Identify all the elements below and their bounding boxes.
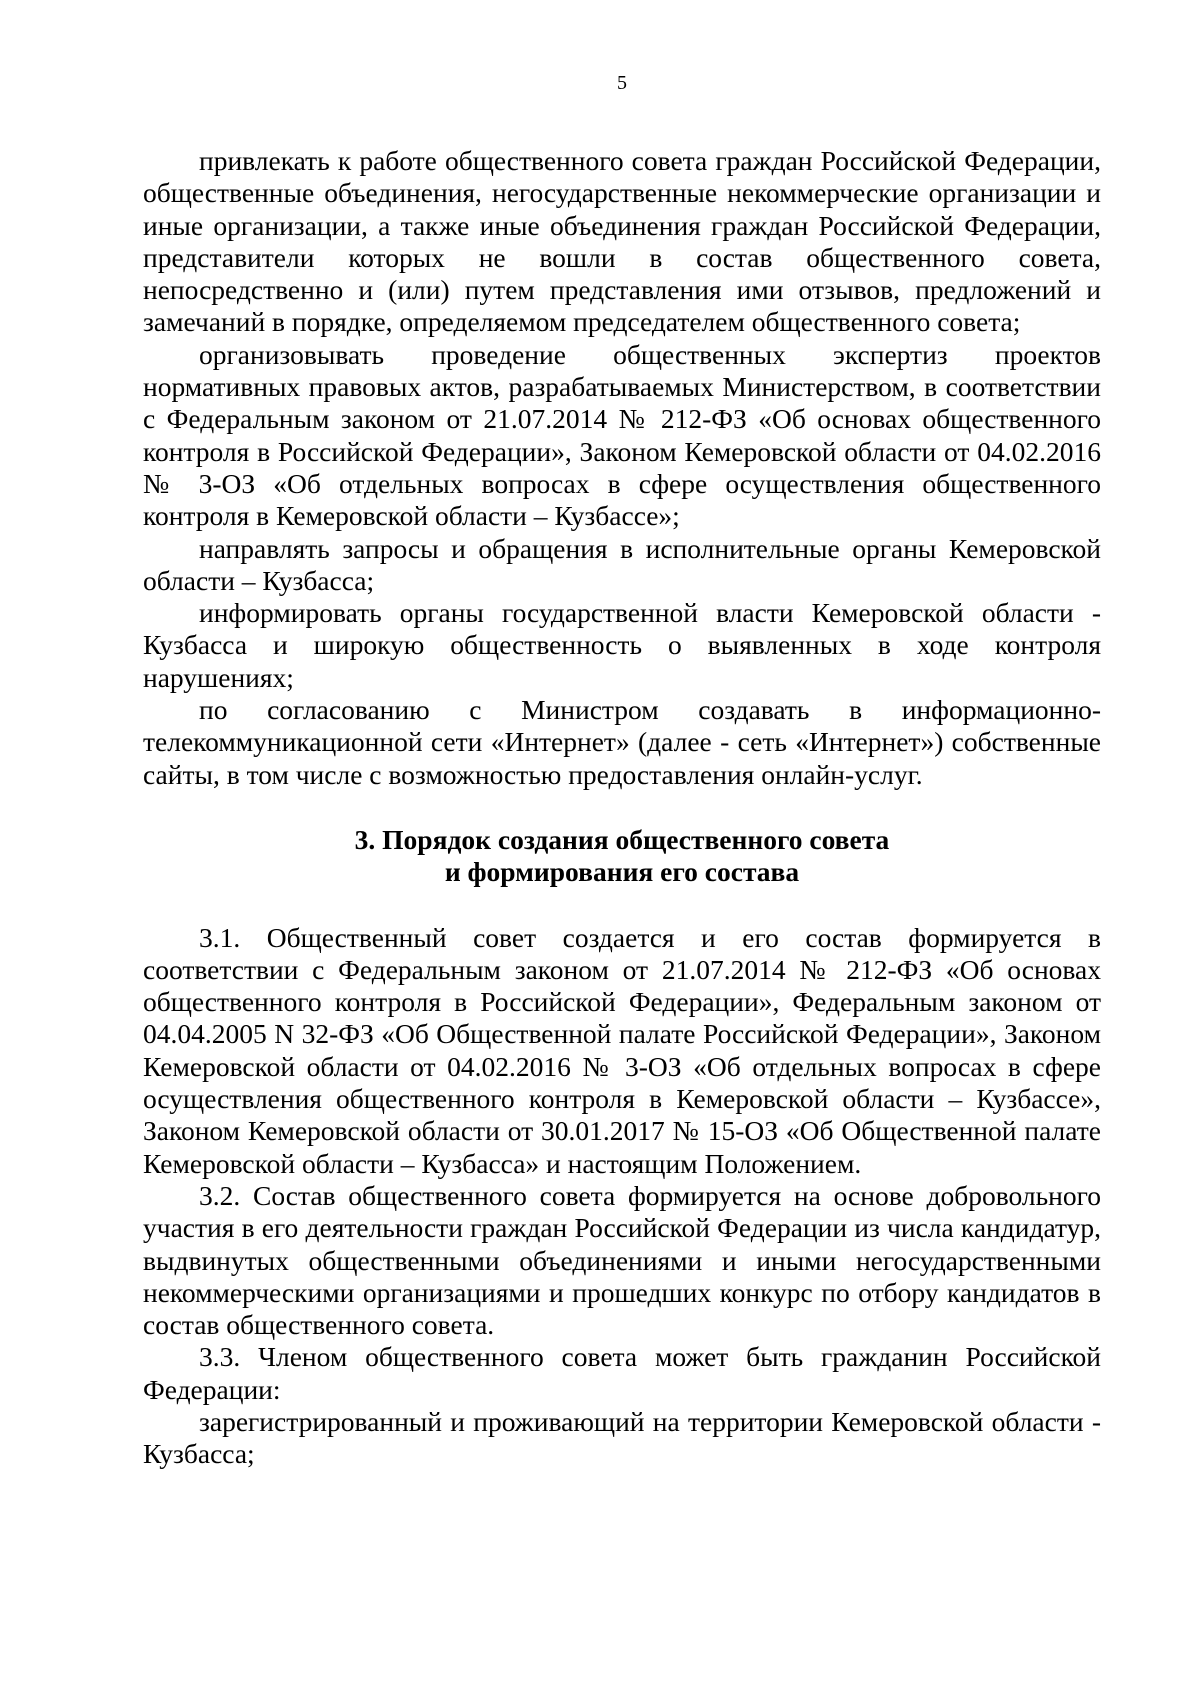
paragraph-organize-expertise: организовывать проведение общественных экспертиз проектов нормативных правовых актов, разрабатываемых Министерством, в соответствии с Федеральным законом от 21.07.2014 № 212-ФЗ «Об основах общественного контроля в Российской Федерации», Законом Кемеровской области от 04.02.2016 № 3-ОЗ «Об отдельных вопросах в сфере осуществления общественного контроля в Кемеровской области – Кузбассе»; bbox=[143, 338, 1101, 532]
section-heading bbox=[143, 824, 1101, 889]
paragraph-inform-authorities: информировать органы государственной власти Кемеровской области - Кузбасса и широкую общественность о выявленных в ходе контроля нарушениях; bbox=[143, 597, 1101, 693]
paragraph-registered-resident: зарегистрированный и проживающий на территории Кемеровской области - Кузбасса; bbox=[143, 1405, 1101, 1470]
paragraph-3-3: 3.3. Членом общественного совета может быть гражданин Российской Федерации: bbox=[143, 1341, 1101, 1405]
section-heading-line-2: и формирования его состава bbox=[444, 856, 800, 888]
document-body bbox=[143, 145, 1101, 1471]
paragraph-create-websites: по согласованию с Министром создавать в информационно-телекоммуникационной сети «Интернет» (далее - сеть «Интернет») собственные сайты, в том числе с возможностью предоставления онлайн-услуг. bbox=[143, 694, 1101, 790]
section-heading-line-1: 3. Порядок создания общественного совета bbox=[354, 823, 890, 855]
paragraph-3-1: 3.1. Общественный совет создается и его состав формируется в соответствии с Федеральным законом от 21.07.2014 № 212-ФЗ «Об основах общественного контроля в Российской Федерации», Федеральным законом от 04.04.2005 N 32-ФЗ «Об Общественной палате Российской Федерации», Законом Кемеровской области от 04.02.2016 № 3-ОЗ «Об отдельных вопросах в сфере осуществления общественного контроля в Кемеровской области – Кузбассе», Законом Кемеровской области от 30.01.2017 № 15-ОЗ «Об Общественной палате Кемеровской области – Кузбасса» и настоящим Положением. bbox=[143, 921, 1101, 1179]
paragraph-3-2: 3.2. Состав общественного совета формируется на основе добровольного участия в его деятельности граждан Российской Федерации из числа кандидатур, выдвинутых общественными объединениями и иными негосударственными некоммерческими организациями и прошедших конкурс по отбору кандидатов в состав общественного совета. bbox=[143, 1179, 1101, 1341]
page-number: 5 bbox=[617, 72, 627, 94]
paragraph-attract-citizens: привлекать к работе общественного совета граждан Российской Федерации, общественные объединения, негосударственные некоммерческие организации и иные организации, а также иные объединения граждан Российской Федерации, представители которых не вошли в состав общественного совета, непосредственно и (или) путем представления ими отзывов, предложений и замечаний в порядке, определяемом председателем общественного совета; bbox=[143, 145, 1101, 338]
paragraph-send-requests: направлять запросы и обращения в исполнительные органы Кемеровской области – Кузбасса; bbox=[143, 532, 1101, 596]
